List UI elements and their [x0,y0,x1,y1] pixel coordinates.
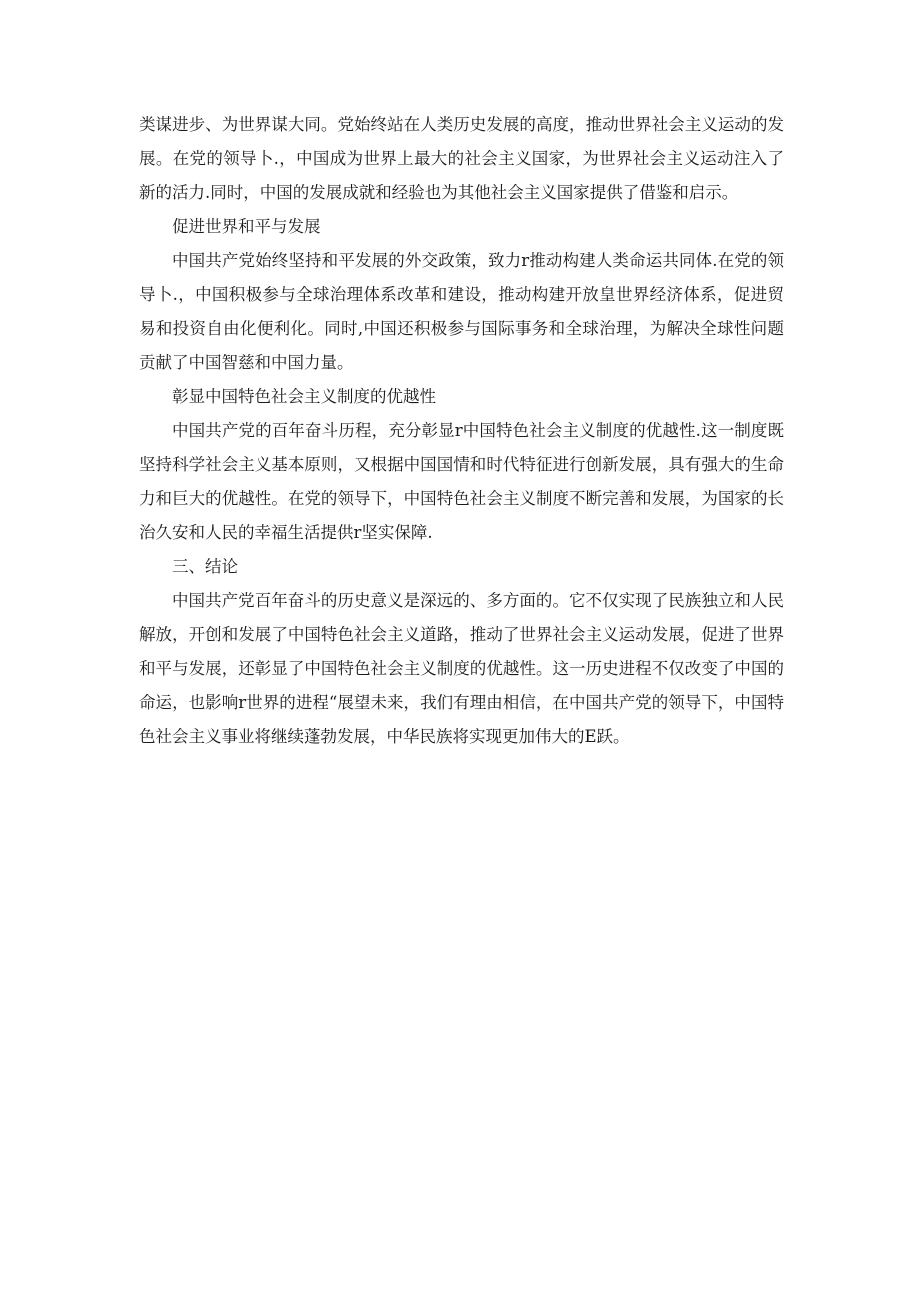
document-body [139,108,784,754]
section-heading-system-superiority: 彰显中国特色社会主义制度的优越性 [172,387,436,406]
paragraph-conclusion: 中国共产党百年奋斗的历史意义是深远的、多方面的。它不仅实现了民族独立和人民解放，开创和发展了中国特色社会主义道路，推动了世界社会主义运动发展，促进了世界和平与发展，还彰显了中国特色社会主义制度的优越性。这一历史进程不仅改变了中国的命运，也影响r世界的进程“展望未来，我们有理由相信，在中国共产党的领导下，中国特色社会主义事业将继续蓬勃发展，中华民族将实现更加伟大的E跃。 [139,591,784,746]
paragraph-system-superiority: 中国共产党的百年奋斗历程，充分彰显r中国特色社会主义制度的优越性.这一制度既坚持科学社会主义基本原则，又根据中国国情和时代特征进行创新发展，具有强大的生命力和巨大的优越性。在党的领导下，中国特色社会主义制度不断完善和发展，为国家的长治久安和人民的幸福生活提供r坚实保障. [139,421,784,542]
section-heading-world-peace: 促进世界和平与发展 [172,217,321,236]
paragraph-continuation: 类谋进步、为世界谋大同。党始终站在人类历史发展的高度，推动世界社会主义运动的发展。在党的领导卜.，中国成为世界上最大的社会主义国家，为世界社会主义运动注入了新的活力.同时，中国的发展成就和经验也为其他社会主义国家提供了借鉴和启示。 [139,115,784,202]
section-heading-conclusion: 三、结论 [172,557,238,576]
paragraph-world-peace: 中国共产党始终坚持和平发展的外交政策，致力r推动构建人类命运共同体.在党的领导卜.，中国积极参与全球治理体系改革和建设，推动构建开放皇世界经济体系，促进贸易和投资自由化便利化。同时,中国还积极参与国际事务和全球治理，为解决全球性问题贡献了中国智慈和中国力量。 [139,251,784,372]
